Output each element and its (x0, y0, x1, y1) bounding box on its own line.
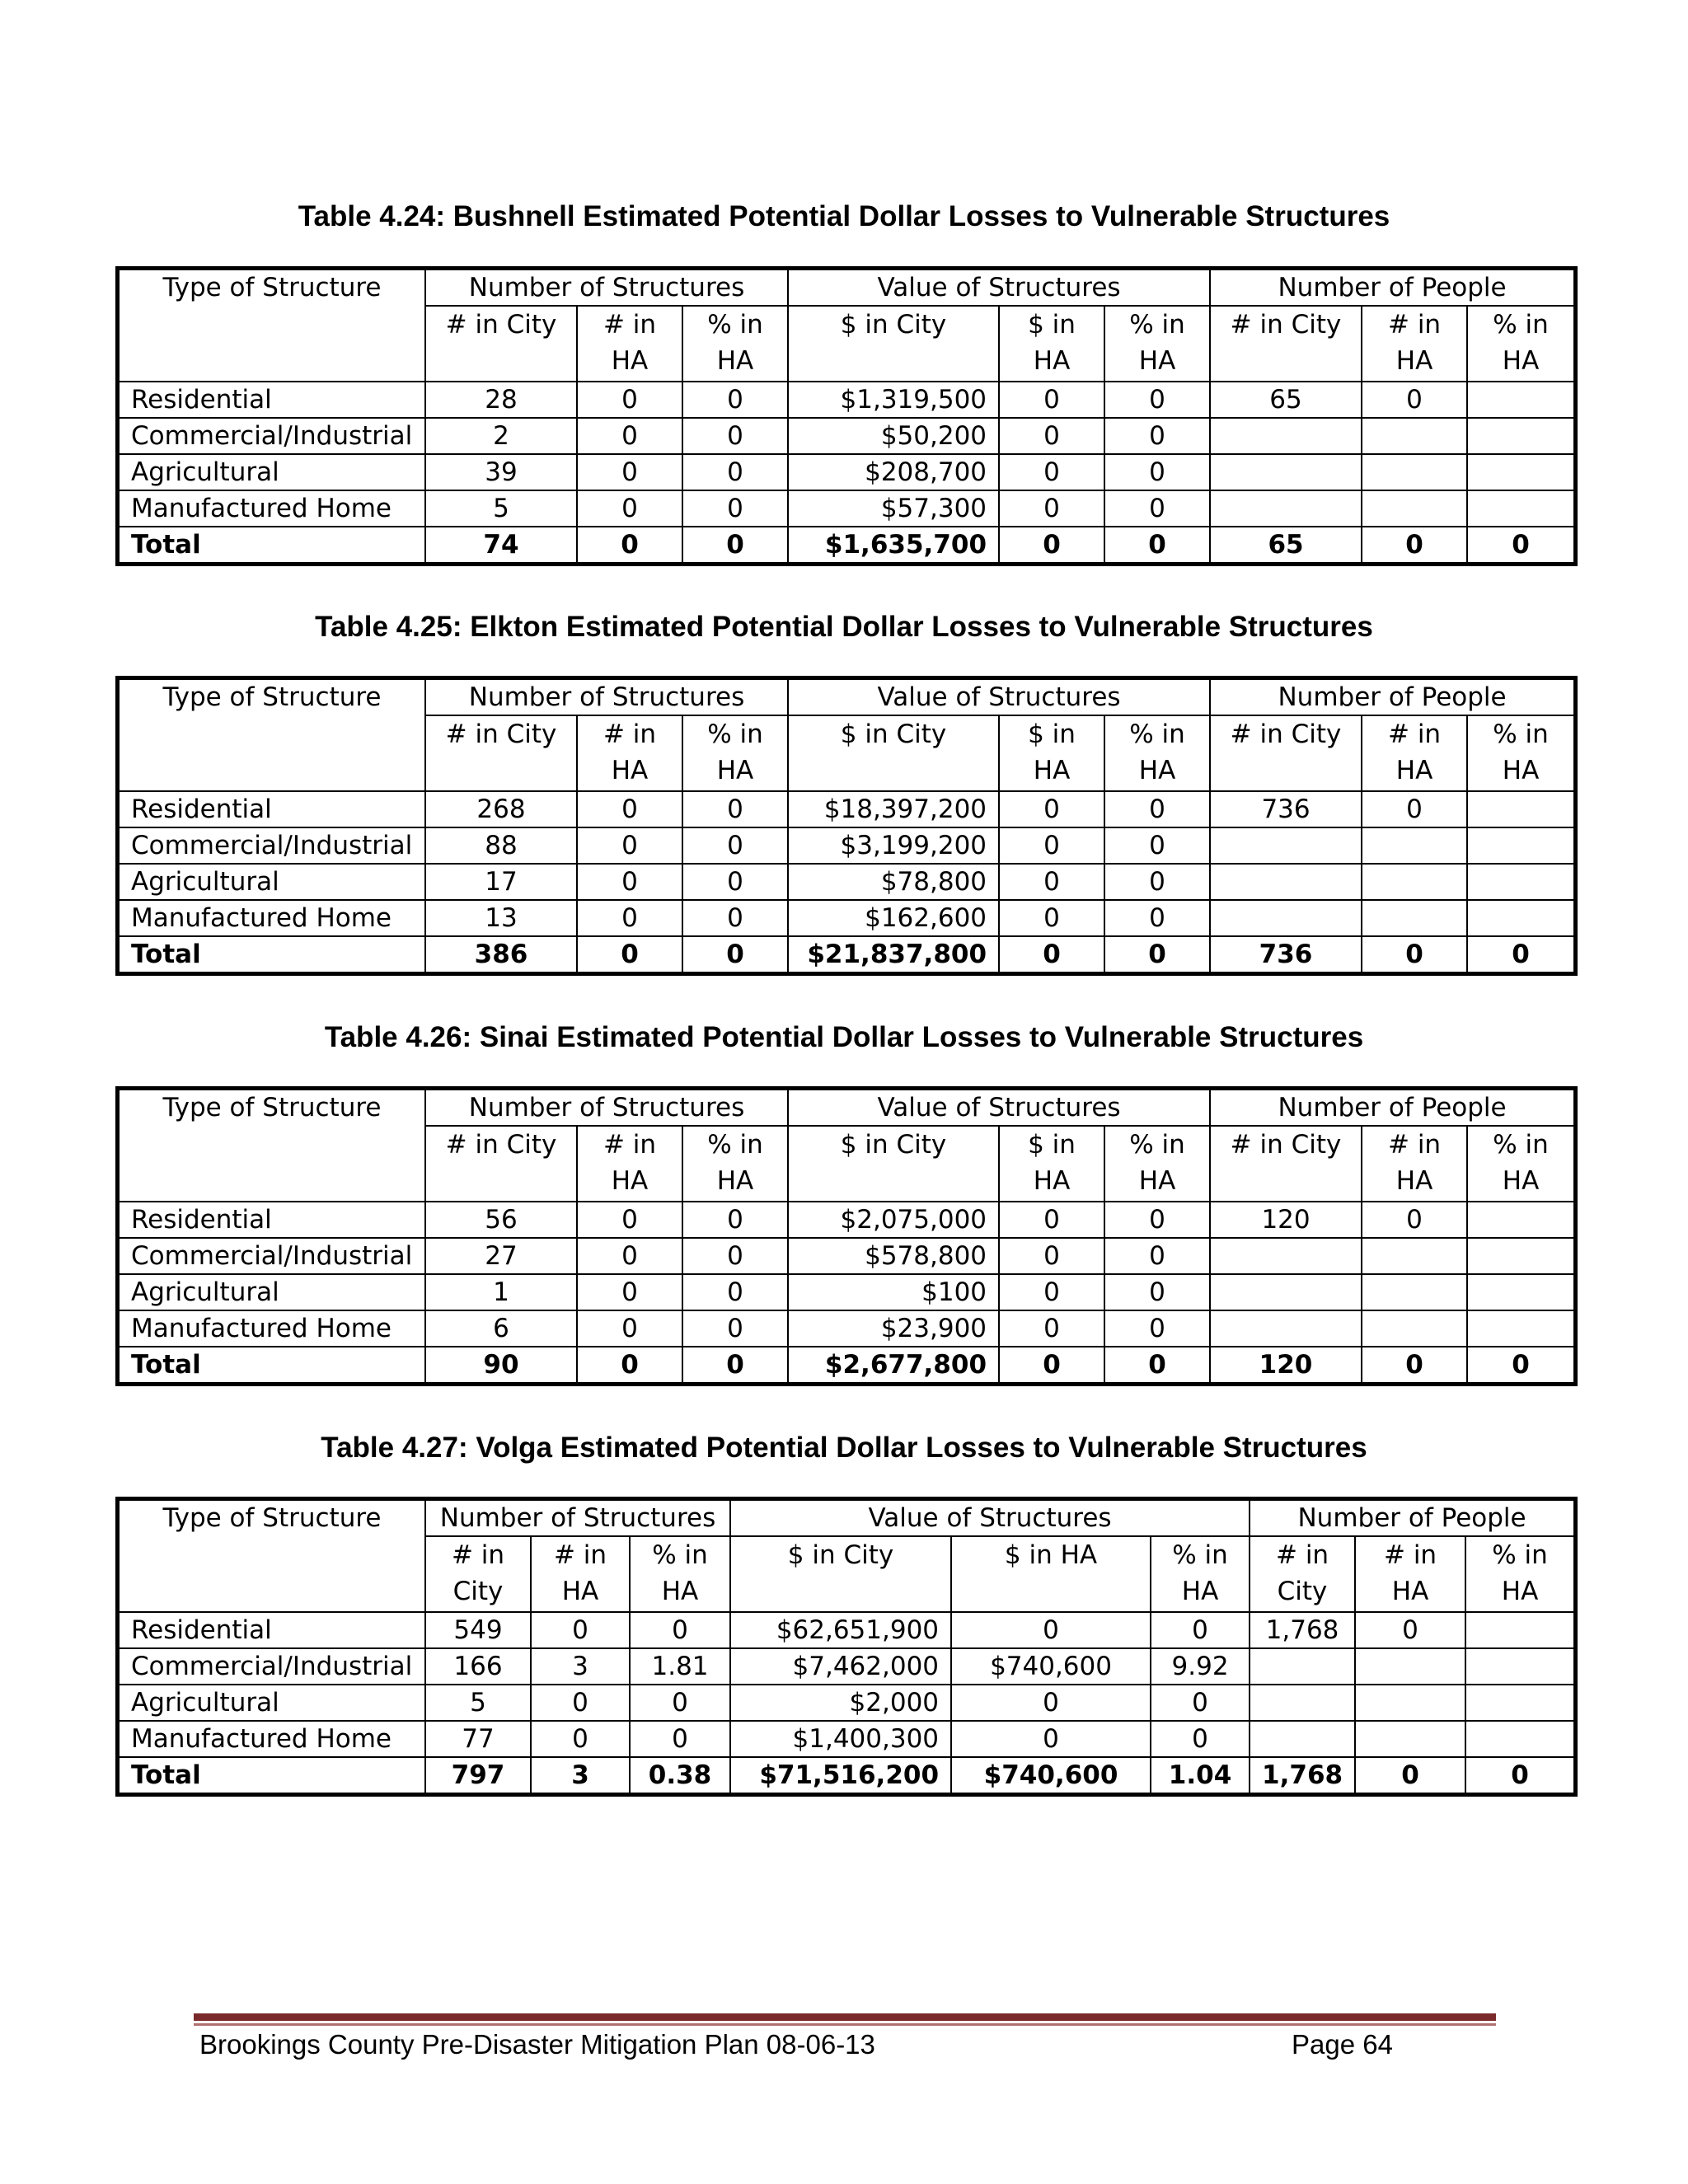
row-label: Manufactured Home (119, 900, 425, 936)
cell: 0 (682, 418, 788, 454)
column-header: $ in City (788, 1126, 999, 1202)
group-header: Number of People (1250, 1500, 1574, 1536)
cell (1210, 454, 1362, 490)
row-label: Commercial/Industrial (119, 1648, 425, 1685)
cell: 0 (1362, 1202, 1467, 1238)
column-header: # in City (1210, 306, 1362, 382)
cell (1467, 1310, 1574, 1347)
cell: 0 (1104, 864, 1210, 900)
table-row (119, 490, 1574, 527)
table-row (119, 1274, 1574, 1310)
footer-page-number: Page 64 (1292, 2029, 1393, 2060)
cell: 736 (1210, 791, 1362, 827)
column-header: % in HA (1151, 1536, 1250, 1612)
cell: 0 (1104, 490, 1210, 527)
cell: 0 (1104, 527, 1210, 563)
column-header: % in HA (1465, 1536, 1574, 1612)
cell (1250, 1685, 1355, 1721)
column-header: % in HA (682, 715, 788, 791)
cell: 0 (1151, 1612, 1250, 1648)
row-label: Total (119, 1757, 425, 1793)
table-total-row (119, 1757, 1574, 1793)
cell: 0 (1104, 1347, 1210, 1383)
cell: $578,800 (788, 1238, 999, 1274)
cell: 0 (577, 936, 682, 972)
column-header: % in HA (1467, 306, 1574, 382)
cell (1467, 1238, 1574, 1274)
cell: $3,199,200 (788, 827, 999, 864)
cell: 0 (577, 454, 682, 490)
cell (1467, 454, 1574, 490)
bushnell-losses-table (118, 269, 1575, 564)
cell: 0 (577, 1310, 682, 1347)
cell (1362, 454, 1467, 490)
cell: 0 (1104, 827, 1210, 864)
cell: 0 (682, 864, 788, 900)
type-of-structure-header: Type of Structure (119, 269, 425, 382)
row-label: Agricultural (119, 1274, 425, 1310)
cell: 28 (425, 382, 577, 418)
footer-document-title: Brookings County Pre-Disaster Mitigation Plan 08-06-13 (199, 2029, 875, 2060)
cell: 0 (1355, 1757, 1465, 1793)
table-row (119, 1648, 1574, 1685)
row-label: Agricultural (119, 864, 425, 900)
cell: 0 (1465, 1757, 1574, 1793)
column-header: % in HA (1104, 715, 1210, 791)
group-header: Value of Structures (730, 1500, 1250, 1536)
cell (1210, 1238, 1362, 1274)
cell: 3 (531, 1648, 630, 1685)
cell (1362, 1310, 1467, 1347)
cell: 6 (425, 1310, 577, 1347)
cell: 0 (682, 1274, 788, 1310)
cell: 1,768 (1250, 1612, 1355, 1648)
table-row (119, 1310, 1574, 1347)
cell (1355, 1721, 1465, 1757)
group-header: Number of People (1210, 269, 1574, 306)
cell: 0 (1104, 1238, 1210, 1274)
cell: 0 (1104, 900, 1210, 936)
cell: 120 (1210, 1347, 1362, 1383)
table-row (119, 454, 1574, 490)
cell: 0 (630, 1685, 730, 1721)
row-label: Total (119, 527, 425, 563)
table-row (119, 827, 1574, 864)
elkton-losses-table (118, 678, 1575, 973)
cell: 0 (1362, 791, 1467, 827)
cell: $50,200 (788, 418, 999, 454)
column-header: $ in HA (999, 306, 1104, 382)
cell: 3 (531, 1757, 630, 1793)
cell: $18,397,200 (788, 791, 999, 827)
cell: $740,600 (951, 1648, 1151, 1685)
cell: $71,516,200 (730, 1757, 951, 1793)
cell: 386 (425, 936, 577, 972)
type-of-structure-header: Type of Structure (119, 1500, 425, 1612)
cell: 0 (1104, 1274, 1210, 1310)
column-header: # in HA (1362, 1126, 1467, 1202)
cell: 77 (425, 1721, 531, 1757)
column-header: $ in HA (951, 1536, 1151, 1612)
table-caption: Table 4.27: Volga Estimated Potential Dollar Losses to Vulnerable Structures (321, 1432, 1367, 1464)
cell: 74 (425, 527, 577, 563)
cell (1362, 827, 1467, 864)
column-header: % in HA (682, 306, 788, 382)
cell: 0 (682, 1238, 788, 1274)
column-header: $ in City (788, 715, 999, 791)
group-header: Value of Structures (788, 1090, 1210, 1126)
group-header: Value of Structures (788, 269, 1210, 306)
column-header: # in City (425, 1536, 531, 1612)
table-row (119, 864, 1574, 900)
cell: 0 (999, 936, 1104, 972)
column-header: % in HA (1104, 306, 1210, 382)
group-header: Value of Structures (788, 679, 1210, 715)
cell (1467, 1274, 1574, 1310)
cell: 0 (1355, 1612, 1465, 1648)
cell (1467, 1202, 1574, 1238)
cell (1467, 418, 1574, 454)
cell: 0 (999, 1274, 1104, 1310)
cell: 0 (999, 527, 1104, 563)
table-row (119, 1202, 1574, 1238)
column-header: % in HA (630, 1536, 730, 1612)
cell: 0 (999, 454, 1104, 490)
cell: 0 (999, 1310, 1104, 1347)
footer-rule (194, 2013, 1496, 2021)
cell: 0 (1104, 454, 1210, 490)
cell: 0 (1467, 936, 1574, 972)
row-label: Total (119, 936, 425, 972)
cell (1467, 382, 1574, 418)
cell: 1 (425, 1274, 577, 1310)
cell (1362, 900, 1467, 936)
group-header: Number of People (1210, 1090, 1574, 1126)
volga-losses-table (118, 1499, 1575, 1794)
column-header: # in HA (577, 1126, 682, 1202)
group-header: Number of People (1210, 679, 1574, 715)
cell: 0 (1104, 1202, 1210, 1238)
cell: $740,600 (951, 1757, 1151, 1793)
table-row (119, 1721, 1574, 1757)
cell: $162,600 (788, 900, 999, 936)
table-caption: Table 4.25: Elkton Estimated Potential Dollar Losses to Vulnerable Structures (315, 611, 1373, 643)
cell (1210, 827, 1362, 864)
cell: 0 (577, 1347, 682, 1383)
cell: 0 (577, 1274, 682, 1310)
cell: 0 (577, 490, 682, 527)
cell (1467, 864, 1574, 900)
cell (1467, 490, 1574, 527)
cell: 0 (951, 1721, 1151, 1757)
table-row (119, 1612, 1574, 1648)
cell: 0 (630, 1612, 730, 1648)
cell: 27 (425, 1238, 577, 1274)
table-row (119, 382, 1574, 418)
column-header: $ in City (788, 306, 999, 382)
cell: 65 (1210, 527, 1362, 563)
column-header: % in HA (1467, 715, 1574, 791)
column-header: $ in HA (999, 715, 1104, 791)
cell: 0 (682, 827, 788, 864)
cell (1210, 418, 1362, 454)
cell: 0 (682, 936, 788, 972)
cell (1210, 490, 1362, 527)
table-row (119, 1238, 1574, 1274)
cell: 549 (425, 1612, 531, 1648)
column-header: # in HA (1362, 715, 1467, 791)
row-label: Manufactured Home (119, 1310, 425, 1347)
cell: $1,319,500 (788, 382, 999, 418)
cell: 0 (999, 900, 1104, 936)
cell (1355, 1648, 1465, 1685)
cell: 0 (577, 527, 682, 563)
cell: 0 (577, 1202, 682, 1238)
table-total-row (119, 1347, 1574, 1383)
group-header: Number of Structures (425, 1500, 730, 1536)
cell: 0 (682, 1310, 788, 1347)
cell: 0 (1362, 527, 1467, 563)
cell (1465, 1612, 1574, 1648)
cell: $1,400,300 (730, 1721, 951, 1757)
row-label: Residential (119, 791, 425, 827)
cell: 5 (425, 1685, 531, 1721)
row-label: Commercial/Industrial (119, 827, 425, 864)
cell: $7,462,000 (730, 1648, 951, 1685)
cell: 0 (577, 900, 682, 936)
cell (1250, 1721, 1355, 1757)
table-total-row (119, 527, 1574, 563)
cell: 0 (951, 1685, 1151, 1721)
column-header: % in HA (682, 1126, 788, 1202)
cell: $2,677,800 (788, 1347, 999, 1383)
cell: 0 (1151, 1685, 1250, 1721)
cell: 1.04 (1151, 1757, 1250, 1793)
cell: 0 (577, 827, 682, 864)
cell: 0 (999, 1202, 1104, 1238)
cell: 0 (682, 490, 788, 527)
cell (1465, 1721, 1574, 1757)
cell: 9.92 (1151, 1648, 1250, 1685)
cell: 0.38 (630, 1757, 730, 1793)
column-header: # in City (425, 1126, 577, 1202)
row-label: Commercial/Industrial (119, 418, 425, 454)
column-header: $ in HA (999, 1126, 1104, 1202)
cell: 0 (999, 490, 1104, 527)
cell: $57,300 (788, 490, 999, 527)
column-header: # in City (425, 715, 577, 791)
row-label: Agricultural (119, 454, 425, 490)
cell: 39 (425, 454, 577, 490)
cell (1467, 791, 1574, 827)
cell: 0 (682, 1347, 788, 1383)
cell: $2,075,000 (788, 1202, 999, 1238)
group-header: Number of Structures (425, 679, 788, 715)
cell: 56 (425, 1202, 577, 1238)
table-total-row (119, 936, 1574, 972)
column-header: # in City (1210, 1126, 1362, 1202)
cell: 0 (682, 454, 788, 490)
column-header: # in HA (1362, 306, 1467, 382)
cell: 88 (425, 827, 577, 864)
cell: 166 (425, 1648, 531, 1685)
table-row (119, 791, 1574, 827)
cell: 17 (425, 864, 577, 900)
cell: 0 (999, 827, 1104, 864)
cell: 2 (425, 418, 577, 454)
table-row (119, 900, 1574, 936)
cell: 0 (1104, 791, 1210, 827)
cell (1467, 900, 1574, 936)
column-header: # in City (1210, 715, 1362, 791)
cell: 0 (531, 1685, 630, 1721)
cell: 0 (999, 1238, 1104, 1274)
type-of-structure-header: Type of Structure (119, 1090, 425, 1202)
cell: $21,837,800 (788, 936, 999, 972)
cell: 0 (1467, 527, 1574, 563)
column-header: # in City (1250, 1536, 1355, 1612)
cell: $2,000 (730, 1685, 951, 1721)
cell: 0 (682, 382, 788, 418)
row-label: Manufactured Home (119, 1721, 425, 1757)
cell: 0 (951, 1612, 1151, 1648)
cell: 0 (999, 382, 1104, 418)
row-label: Commercial/Industrial (119, 1238, 425, 1274)
cell: $1,635,700 (788, 527, 999, 563)
type-of-structure-header: Type of Structure (119, 679, 425, 791)
cell: 0 (682, 791, 788, 827)
cell: 0 (531, 1721, 630, 1757)
sinai-losses-table (118, 1089, 1575, 1384)
cell: 0 (999, 791, 1104, 827)
column-header: % in HA (1104, 1126, 1210, 1202)
cell: 5 (425, 490, 577, 527)
column-header: # in HA (1355, 1536, 1465, 1612)
table-row (119, 418, 1574, 454)
cell (1362, 418, 1467, 454)
cell: 13 (425, 900, 577, 936)
cell: 0 (1104, 936, 1210, 972)
cell: $78,800 (788, 864, 999, 900)
cell: 0 (682, 1202, 788, 1238)
cell: 0 (999, 418, 1104, 454)
cell (1467, 827, 1574, 864)
cell: 0 (1104, 382, 1210, 418)
column-header: # in HA (531, 1536, 630, 1612)
cell: 0 (577, 864, 682, 900)
column-header: # in City (425, 306, 577, 382)
cell: 0 (577, 382, 682, 418)
row-label: Total (119, 1347, 425, 1383)
row-label: Manufactured Home (119, 490, 425, 527)
cell: 0 (577, 418, 682, 454)
cell (1355, 1685, 1465, 1721)
group-header: Number of Structures (425, 269, 788, 306)
footer-rule-accent (194, 2023, 1496, 2026)
cell (1210, 1274, 1362, 1310)
cell: 0 (1151, 1721, 1250, 1757)
row-label: Residential (119, 382, 425, 418)
column-header: $ in City (730, 1536, 951, 1612)
column-header: # in HA (577, 715, 682, 791)
cell: 0 (577, 1238, 682, 1274)
cell (1250, 1648, 1355, 1685)
cell: $100 (788, 1274, 999, 1310)
cell: 0 (1467, 1347, 1574, 1383)
cell: 0 (1362, 936, 1467, 972)
column-header: # in HA (577, 306, 682, 382)
cell (1465, 1648, 1574, 1685)
cell: 0 (682, 900, 788, 936)
cell: 1,768 (1250, 1757, 1355, 1793)
row-label: Residential (119, 1202, 425, 1238)
cell: 0 (1104, 418, 1210, 454)
cell: $208,700 (788, 454, 999, 490)
table-row (119, 1685, 1574, 1721)
cell: 0 (1362, 382, 1467, 418)
cell: 736 (1210, 936, 1362, 972)
row-label: Residential (119, 1612, 425, 1648)
group-header: Number of Structures (425, 1090, 788, 1126)
cell: 65 (1210, 382, 1362, 418)
cell (1362, 1238, 1467, 1274)
cell: 1.81 (630, 1648, 730, 1685)
cell: 0 (999, 864, 1104, 900)
cell (1362, 490, 1467, 527)
cell (1362, 864, 1467, 900)
cell: 0 (531, 1612, 630, 1648)
table-caption: Table 4.24: Bushnell Estimated Potential Dollar Losses to Vulnerable Structures (298, 200, 1390, 232)
cell: 90 (425, 1347, 577, 1383)
cell (1362, 1274, 1467, 1310)
cell: 0 (577, 791, 682, 827)
cell (1210, 900, 1362, 936)
cell: 0 (1104, 1310, 1210, 1347)
row-label: Agricultural (119, 1685, 425, 1721)
table-caption: Table 4.26: Sinai Estimated Potential Dollar Losses to Vulnerable Structures (324, 1021, 1364, 1053)
cell: 797 (425, 1757, 531, 1793)
cell: 120 (1210, 1202, 1362, 1238)
cell: 0 (630, 1721, 730, 1757)
cell (1465, 1685, 1574, 1721)
cell (1210, 1310, 1362, 1347)
cell: 0 (1362, 1347, 1467, 1383)
cell: 0 (999, 1347, 1104, 1383)
cell: $62,651,900 (730, 1612, 951, 1648)
column-header: % in HA (1467, 1126, 1574, 1202)
cell: 0 (682, 527, 788, 563)
cell: $23,900 (788, 1310, 999, 1347)
cell (1210, 864, 1362, 900)
cell: 268 (425, 791, 577, 827)
